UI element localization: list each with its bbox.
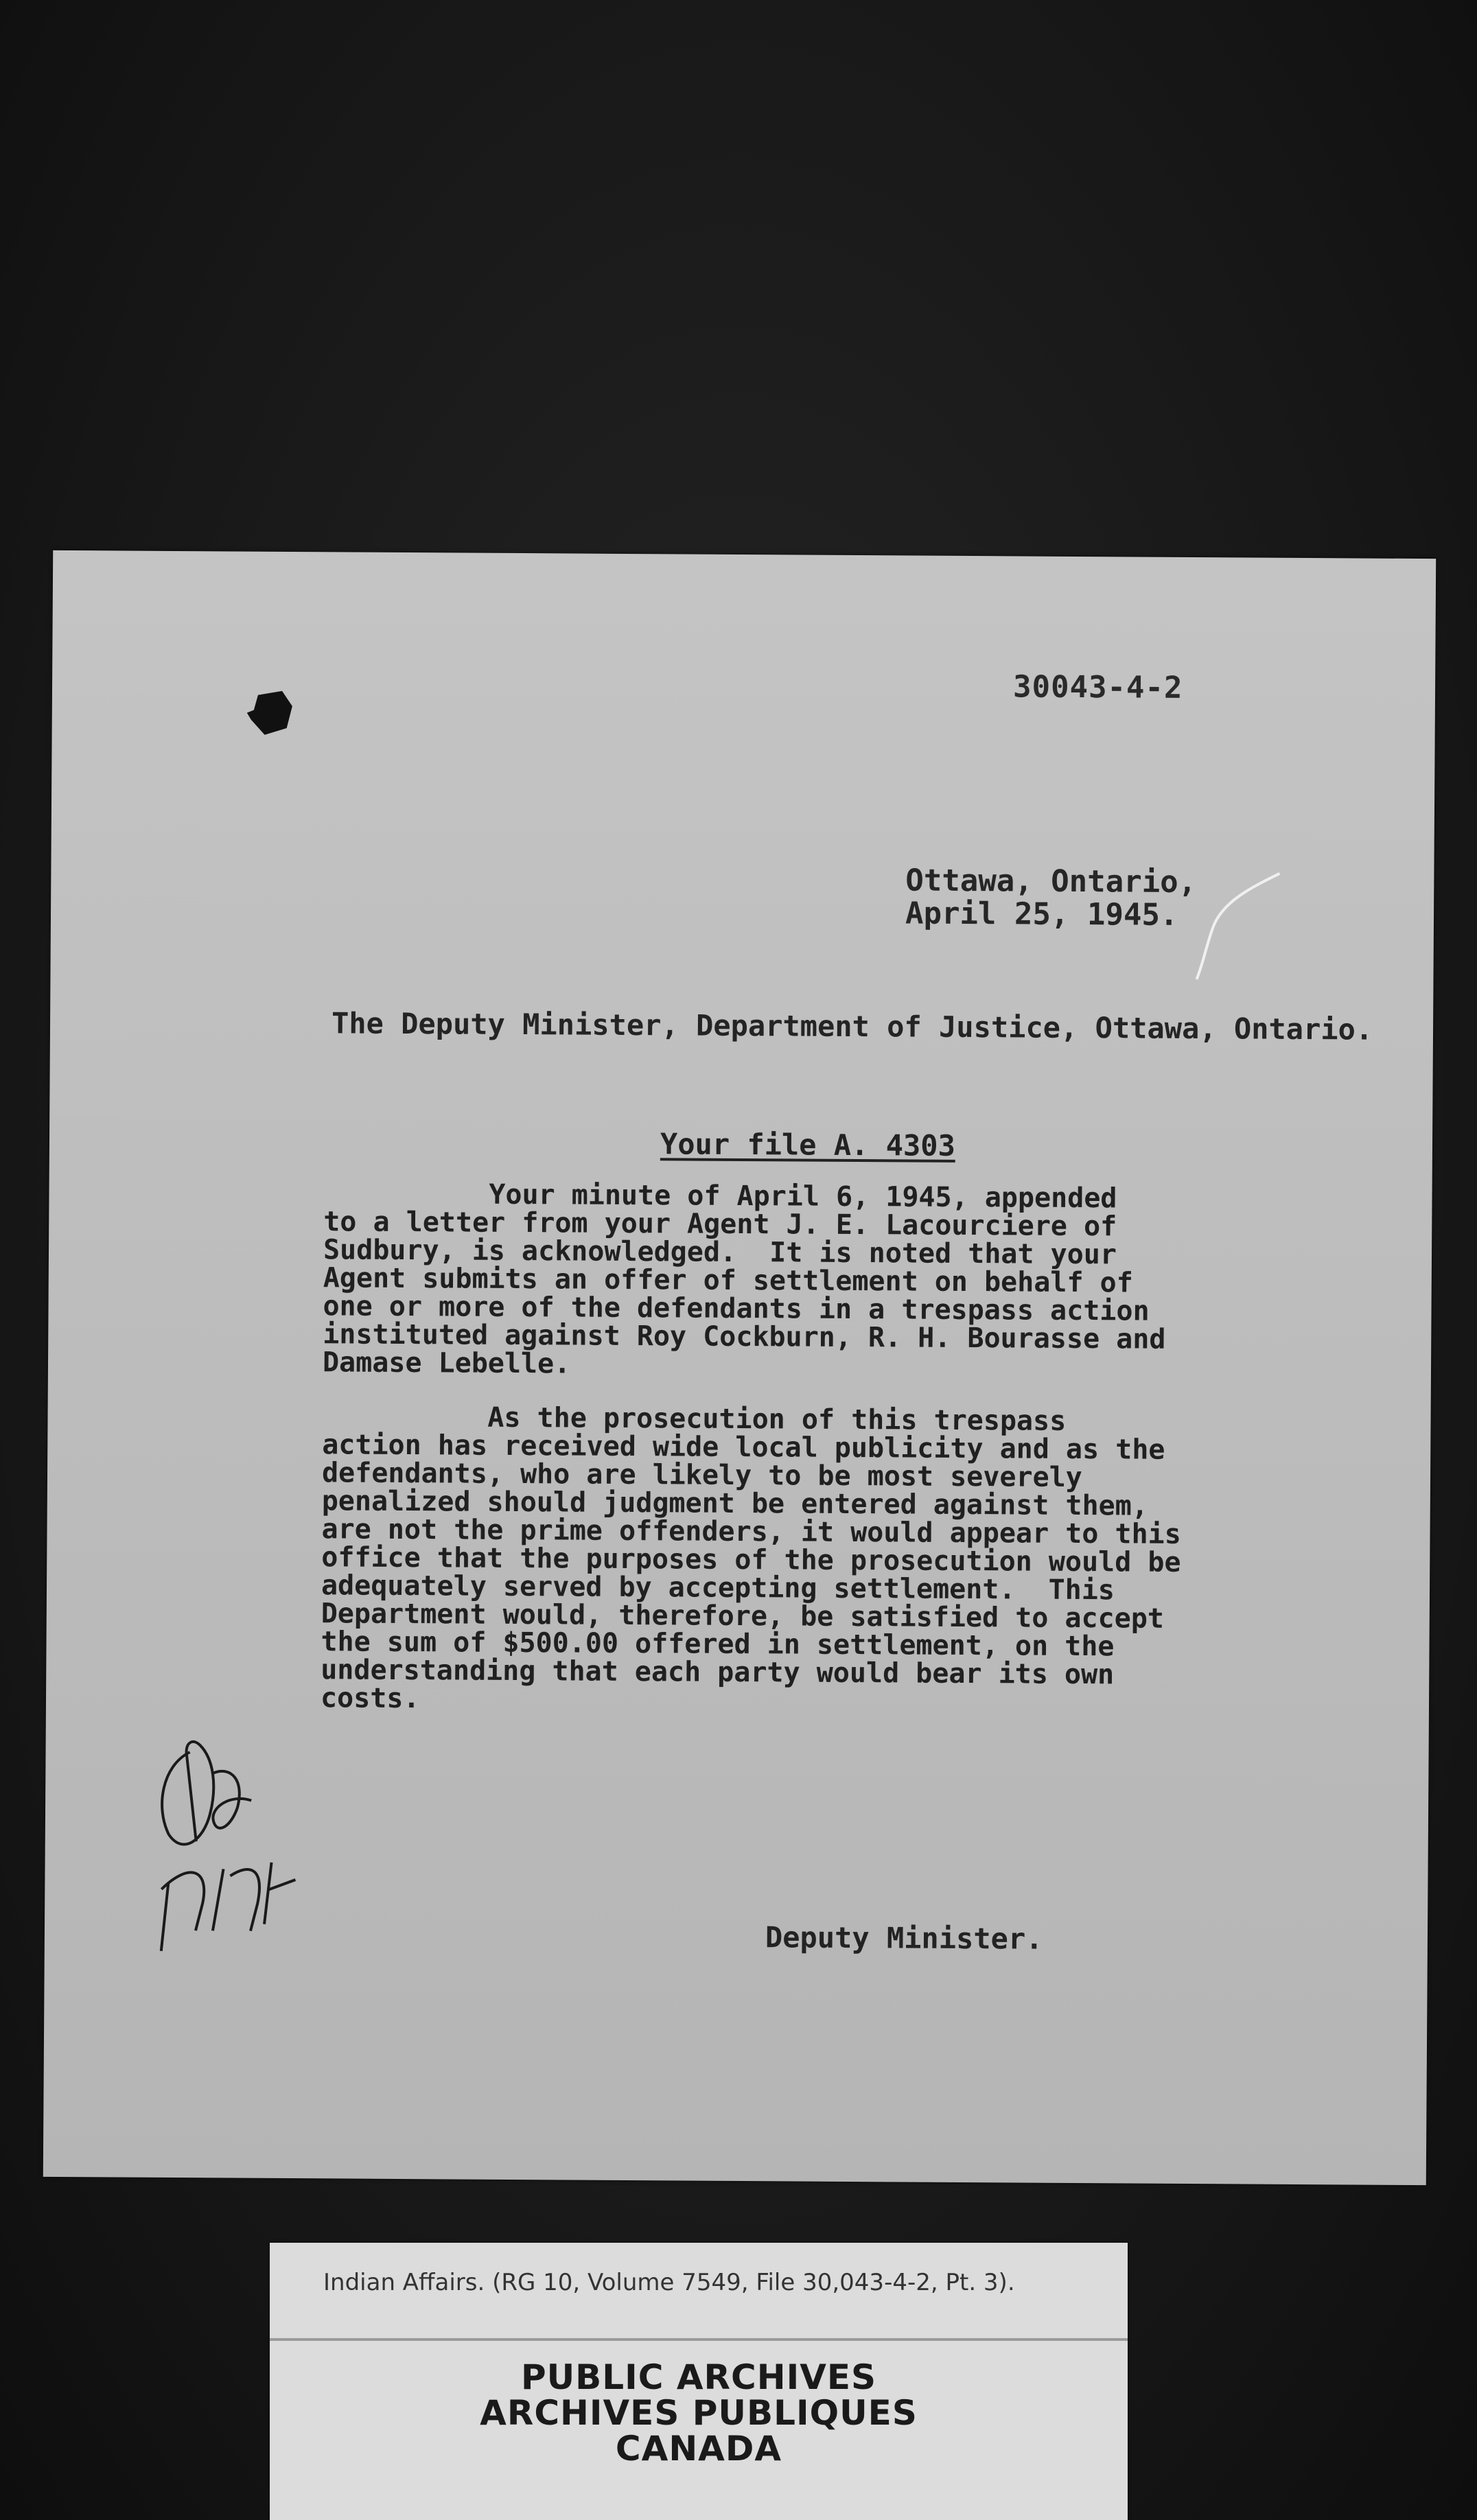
archives-stamp — [270, 2357, 1128, 2469]
handwritten-initials-signature — [148, 1725, 355, 1959]
archive-reference: Indian Affairs. (RG 10, Volume 7549, File 30,043-4-2, Pt. 3). — [323, 2269, 1015, 2296]
pen-stroke-mark — [1176, 859, 1286, 983]
body-paragraph-2: As the prosecution of this trespass action has received wide local publicity and as the defendants, who are likely to be most severely penalized should judgment be entered against them, are not the prime offenders, it would appear to this office that the purposes of the prosecution would be adequately served by accepting settlement. This Department would, therefore, be satisfied to accept the sum of $500.00 offered in settlement, on the understanding that each party would bear its own costs. — [320, 1401, 1181, 1715]
dateline-date: April 25, 1945. — [905, 896, 1178, 933]
body-paragraph-1: Your minute of April 6, 1945, appended to a letter from your Agent J. E. Lacourciere of Sudbury, is acknowledged. It is noted that your Agent submits an offer of settlement on behalf of one or more of the defendants in a trespass action instituted against Roy Cockburn, R. H. Bourasse and Damase Lebelle. — [322, 1178, 1166, 1380]
archive-label-card — [270, 2243, 1128, 2520]
letter-page — [43, 550, 1436, 2185]
file-number: 30043-4-2 — [1012, 669, 1183, 705]
label-divider — [270, 2338, 1128, 2341]
dateline-place: Ottawa, Ontario, — [905, 863, 1197, 900]
stamp-line-2: ARCHIVES PUBLIQUES — [480, 2393, 918, 2433]
ink-blot-icon — [244, 686, 299, 740]
subject-line: Your file A. 4303 — [660, 1127, 956, 1163]
stamp-line-3: CANADA — [615, 2429, 782, 2469]
stamp-line-1: PUBLIC ARCHIVES — [520, 2357, 877, 2397]
dateline — [905, 864, 1196, 932]
signoff: Deputy Minister. — [765, 1920, 1043, 1956]
addressee: The Deputy Minister, Department of Justice, Ottawa, Ontario. — [331, 1006, 1373, 1047]
